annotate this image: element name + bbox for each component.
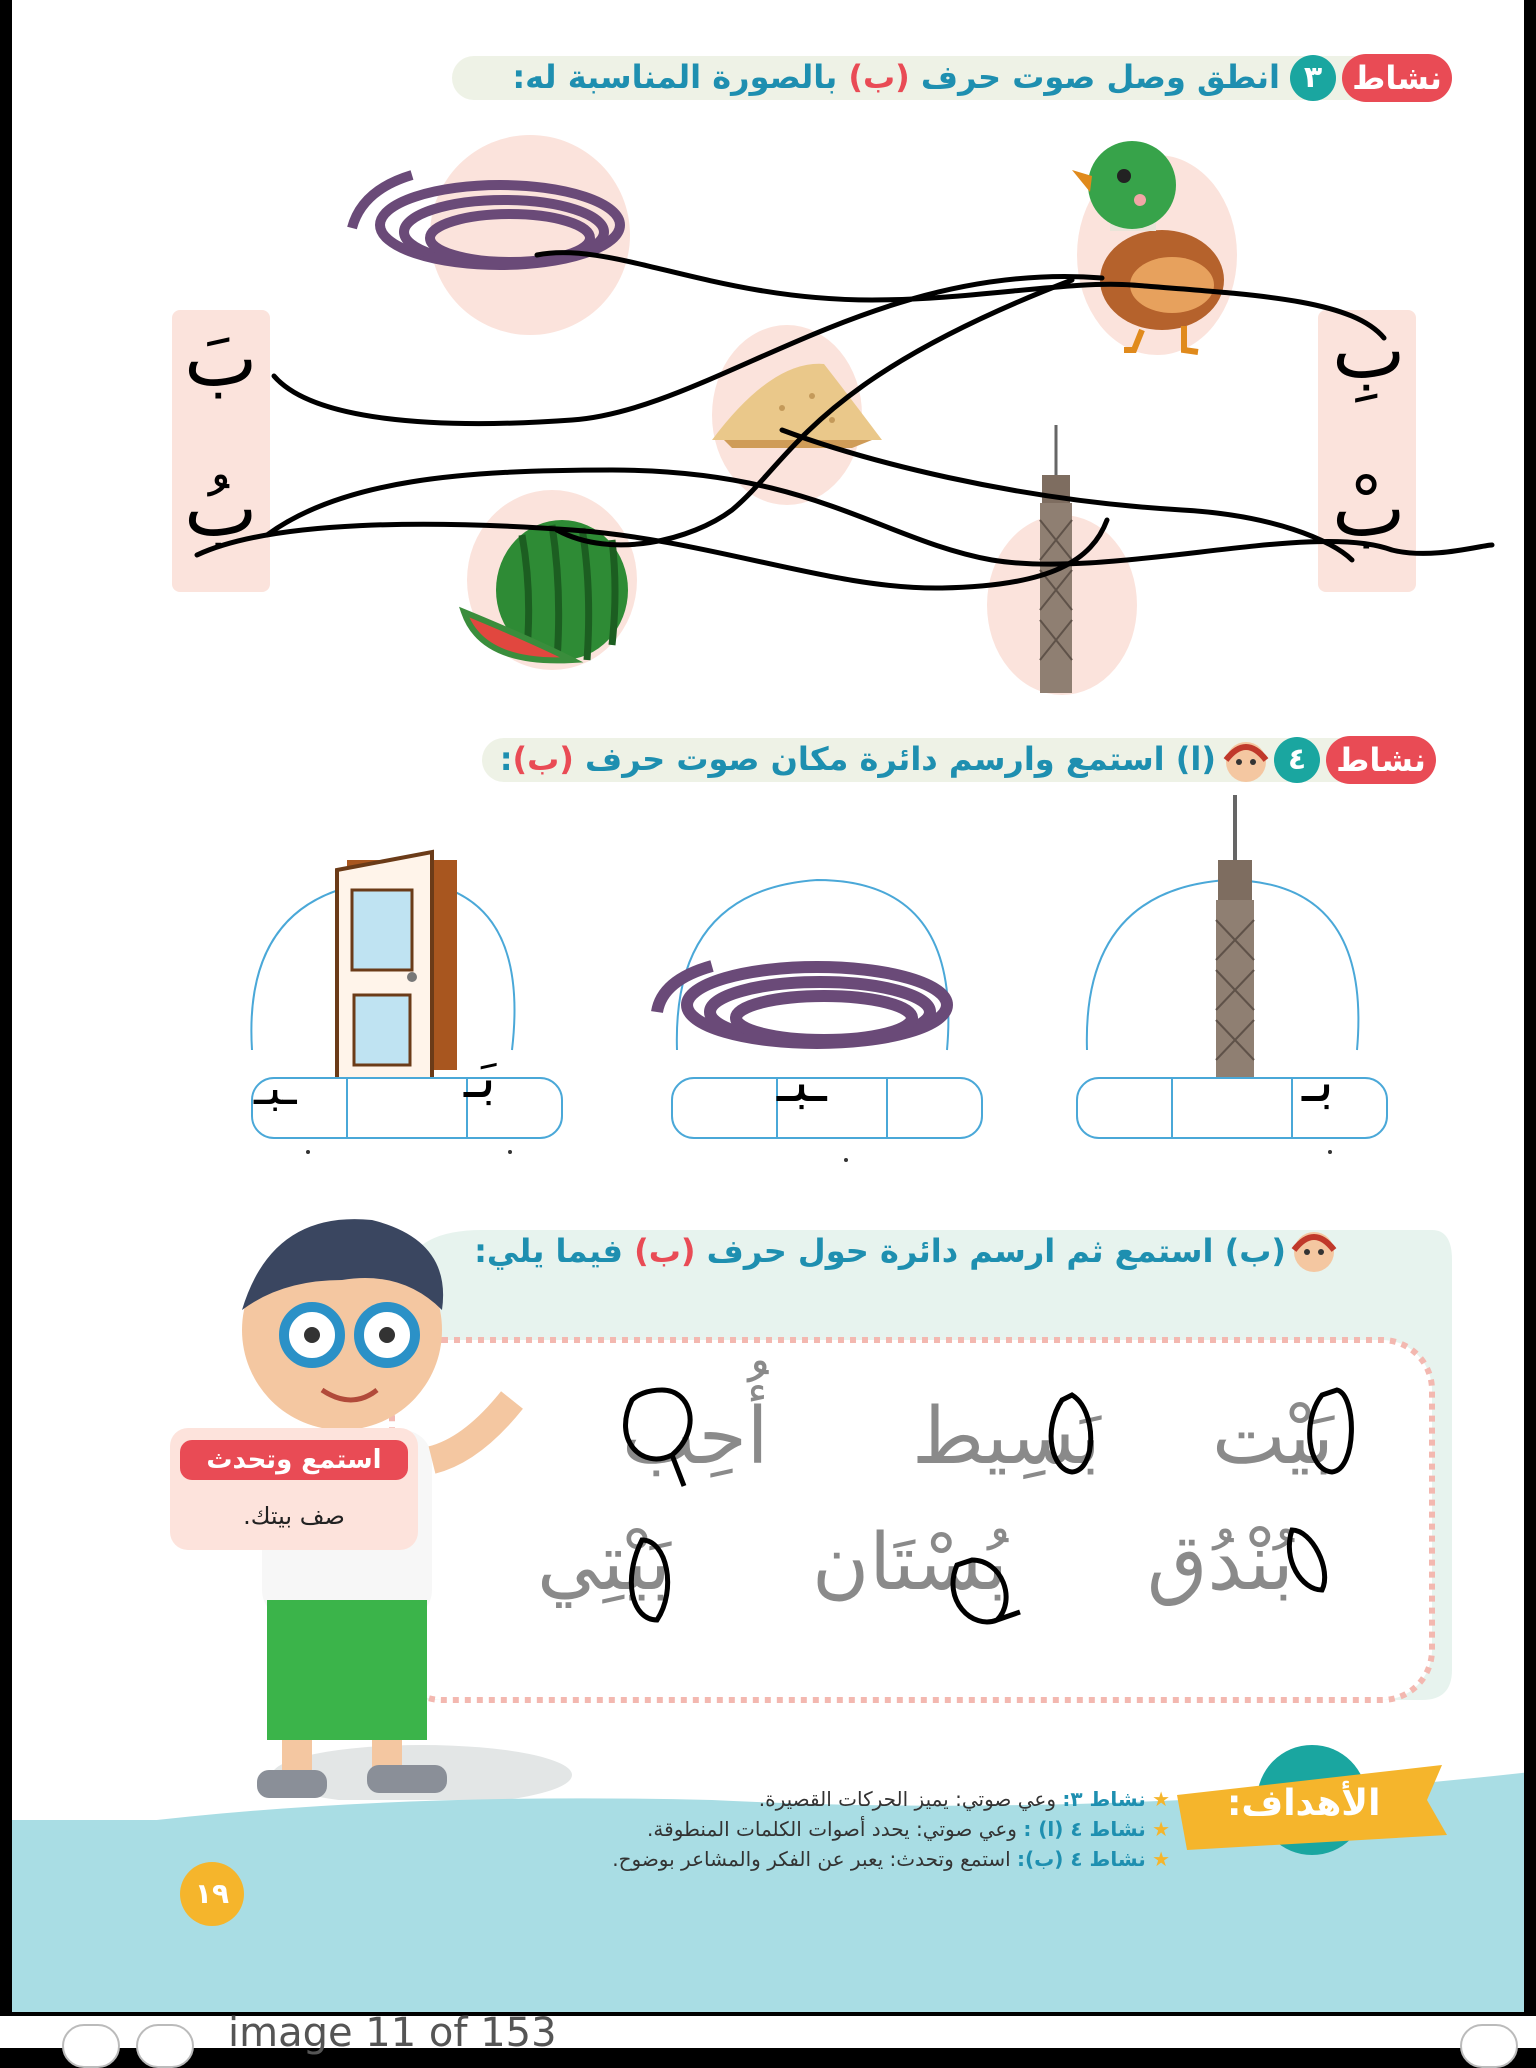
right-letter-kasra: بِ <box>1332 306 1406 396</box>
page-number: ١٩ <box>180 1862 244 1926</box>
activity4a-instruction: (ا) استمع وارسم دائرة مكان صوت حرف (ب): <box>499 740 1216 778</box>
handwritten-answer-door-left: ـبـ <box>254 1060 297 1116</box>
activity4a-tag: نشاط <box>1326 736 1436 784</box>
handwritten-answer-tower: بـ <box>1302 1050 1334 1115</box>
word-bayti: بَيْتِي <box>537 1518 671 1608</box>
word-bayt: بَيْت <box>1212 1392 1334 1482</box>
image-counter: image 11 of 153 <box>228 2010 557 2056</box>
word-bunduq: بُنْدُق <box>1147 1518 1294 1608</box>
activity3-number: ٣ <box>1290 55 1336 101</box>
activity4b-instruction: (ب) استمع ثم ارسم دائرة حول حرف (ب) فيما يلي: <box>474 1232 1286 1270</box>
activity3-tag: نشاط <box>1342 54 1452 102</box>
left-letter-fatha: بَ <box>184 314 258 404</box>
worksheet-page <box>12 0 1524 2012</box>
speech-card-body: صف بيتك. <box>243 1502 345 1530</box>
word-basit: بَسِيط <box>912 1392 1101 1482</box>
star-icon: ★ <box>1152 1787 1170 1811</box>
objective-2: ★ نشاط ٤ (ا) : وعي صوتي: يحدد أصوات الكلمات المنطوقة. <box>647 1817 1170 1841</box>
viewer-menu-button[interactable] <box>1460 2024 1518 2068</box>
handwritten-answer-door-right: بَـ <box>464 1046 496 1111</box>
word-uhibb: أُحِب <box>622 1392 769 1482</box>
speech-card-title: استمع وتحدث <box>180 1440 408 1480</box>
right-letter-sukun: بْ <box>1332 464 1406 554</box>
left-letter-damma: بُ <box>184 464 258 554</box>
objective-1: ★ نشاط ٣: وعي صوتي: يميز الحركات القصيرة. <box>758 1787 1170 1811</box>
star-icon: ★ <box>1152 1817 1170 1841</box>
word-bustan: بُسْتَان <box>812 1518 1008 1608</box>
objectives-title: الأهداف: <box>1227 1783 1381 1824</box>
viewer-next-button[interactable] <box>136 2024 194 2068</box>
activity3-instruction: انطق وصل صوت حرف (ب) بالصورة المناسبة له: <box>512 58 1280 96</box>
handwritten-answer-rope: ـبـ <box>777 1050 827 1115</box>
objectives-list <box>450 1787 1170 1871</box>
objective-3: ★ نشاط ٤ (ب): استمع وتحدث: يعبر عن الفكر والمشاعر بوضوح. <box>612 1847 1170 1871</box>
viewer-prev-button[interactable] <box>62 2024 120 2068</box>
viewer-footer <box>0 2010 1536 2056</box>
activity4a-number: ٤ <box>1274 737 1320 783</box>
star-icon: ★ <box>1152 1847 1170 1871</box>
